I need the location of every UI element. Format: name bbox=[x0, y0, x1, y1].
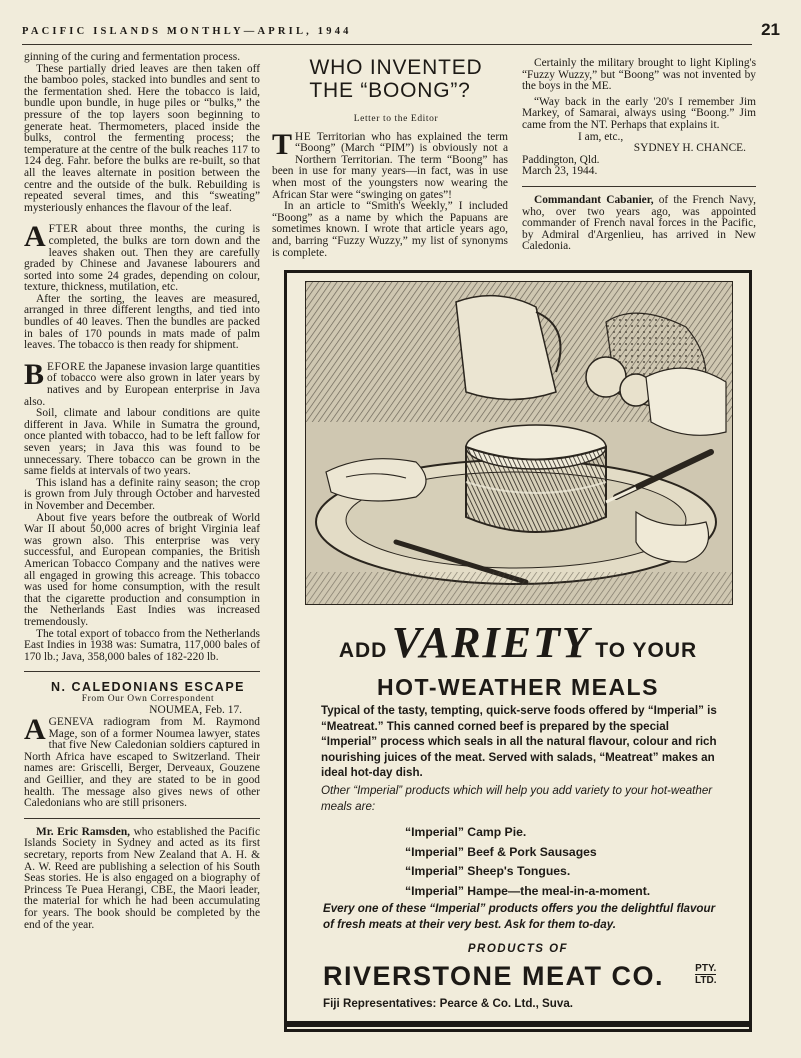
paragraph-text: Territorian who has explained the term “Boong” (March “PIM”) is obviously not a Northern Territorian. The term “Boong” has been in use for many years—in fact, was in use when most of the youngsters now wearing the African Star were “swinging on gates”! bbox=[272, 130, 508, 201]
ad-company-name: RIVERSTONE MEAT CO. bbox=[323, 961, 665, 991]
letter-paragraph: In an article to “Smith's Weekly,” I included “Boong” as a name by which the Papuans are sometimes known. I wrote that article years ago, and, barring “Fuzzy Wuzzy,” my list of synonyms is complete. bbox=[272, 200, 508, 259]
drop-cap: B bbox=[24, 357, 45, 391]
letter-title: WHO INVENTED THE “BOONG”? bbox=[309, 56, 483, 102]
paragraph-text: of the French Navy, who, over two years ago, was appointed commander of French naval forces in the Pacific, by Admiral d'Argenlieu, has arrived in New Caledonia. bbox=[522, 193, 756, 253]
pty-label: PTY. bbox=[695, 963, 717, 974]
letter-subtitle: Letter to the Editor bbox=[353, 114, 439, 124]
illustration-graphic bbox=[306, 282, 732, 604]
letter-place: Paddington, Qld. bbox=[522, 153, 600, 166]
tobacco-paragraph: About five years before the outbreak of World War II about 50,000 acres of bright Virginia leaf was grown also. This enterprise was very successful, and European companies, the British American Tobacco Company and the natives were all engaged in growing this acreage. This tobacco was used for home consumption, with the result that the cigarette production and consumption in the Netherlands East Indies was increased tremendously. bbox=[24, 511, 260, 628]
ad-body-other: Other “Imperial” products which will help you add variety to your hot-weather meals are: bbox=[321, 784, 713, 813]
meat-dish-illustration bbox=[305, 281, 733, 605]
running-title: PACIFIC ISLANDS MONTHLY—APRIL, 1944 bbox=[22, 26, 352, 37]
paragraph-text: who established the Pacific Islands Society in Sydney and acted as its first secretary, reports from New Zealand that A. H. & A. W. Reed are publishing a selection of his South Seas stories. He is also engaged on a biography of Princess Te Puea Herangi, CBE, the Maori leader, the material for which he had been accumulating for years. The book should be completed by the end of the year. bbox=[24, 825, 260, 931]
ad-product-list bbox=[405, 823, 650, 901]
tobacco-paragraph bbox=[24, 357, 260, 408]
headline-to-your: TO YOUR bbox=[595, 639, 698, 662]
section-divider bbox=[24, 818, 260, 819]
tobacco-paragraph bbox=[24, 220, 260, 294]
product-item: “Imperial” Camp Pie. bbox=[405, 825, 527, 839]
tobacco-paragraph: Soil, climate and labour conditions are quite different in Java. While in Sumatra the ground, once planted with tobacco, had to be left fallow for seven years; in Java this was found to be unnecessary. There tobacco can be grown in the same fields at intervals of two years. bbox=[24, 407, 260, 478]
left-column bbox=[24, 52, 260, 931]
product-item: “Imperial” Sheep's Tongues. bbox=[405, 864, 571, 878]
headline-hot-weather-meals: HOT-WEATHER MEALS bbox=[377, 674, 659, 700]
letter-closing: I am, etc., bbox=[578, 130, 624, 143]
letter-paragraph: “Way back in the early '20's I remember Jim Markey, of Samarai, always using “Boong.” Jim came from the NT. Perhaps that explains it. bbox=[522, 95, 756, 131]
section-divider bbox=[24, 671, 260, 672]
ad-headline bbox=[287, 617, 749, 701]
drop-cap: A bbox=[24, 220, 46, 254]
ad-body-intro: Typical of the tasty, tempting, quick-serve foods offered by “Imperial” is “Meatreat.” This canned corned beef is prepared by the special “Imperial” process which seals in all the natural flavour, colour and rich nourishing juices of the meat. Served with salads, “Meatreat” makes an ideal hot-day dish. bbox=[321, 704, 717, 779]
letter-paragraph: Certainly the military brought to light Kipling's “Fuzzy Wuzzy,” but “Boong” was not invented by the boys in the ME. bbox=[522, 57, 756, 93]
bold-name: Mr. Eric Ramsden, bbox=[36, 825, 131, 838]
bold-name: Commandant Cabanier, bbox=[534, 193, 654, 206]
small-caps-lead: EFORE bbox=[47, 360, 86, 373]
right-column bbox=[522, 58, 756, 253]
ad-pty-ltd bbox=[695, 963, 716, 986]
ltd-label: LTD. bbox=[695, 975, 717, 986]
ad-products-of: PRODUCTS OF bbox=[467, 943, 569, 955]
escape-paragraph bbox=[24, 713, 260, 810]
tobacco-paragraph: This island has a definite rainy season; the crop is grown from July through October and harvested in November and December. bbox=[24, 476, 260, 512]
running-header bbox=[22, 20, 780, 45]
page-number: 21 bbox=[761, 20, 780, 39]
cabanier-paragraph bbox=[522, 195, 756, 253]
section-divider bbox=[522, 186, 756, 187]
tobacco-paragraph: The total export of tobacco from the Netherlands East Indies in 1938 was: Sumatra, 117,000 bales of 170 lb.; Java, 358,000 bales of 182-220 lb. bbox=[24, 627, 260, 663]
letter-date: March 23, 1944. bbox=[522, 165, 598, 178]
section-title: N. CALEDONIANS ESCAPE bbox=[50, 680, 246, 695]
ramsden-paragraph bbox=[24, 827, 260, 931]
paragraph-text: the Japanese invasion large quantities of tobacco were also grown in later years by natives and by European enterprise in Java also. bbox=[24, 360, 260, 408]
small-caps-lead: FTER bbox=[48, 223, 79, 236]
headline-add: ADD bbox=[338, 639, 388, 662]
drop-cap: A bbox=[24, 713, 46, 747]
middle-column bbox=[272, 56, 508, 259]
letter-signature: SYDNEY H. CHANCE. bbox=[633, 142, 746, 155]
drop-cap: T bbox=[272, 127, 293, 161]
product-item: “Imperial” Hampe—the meal-in-a-moment. bbox=[405, 883, 651, 898]
product-item: “Imperial” Beef & Pork Sausages bbox=[405, 844, 597, 859]
headline-variety: VARIETY bbox=[391, 618, 591, 667]
letter-paragraph bbox=[272, 127, 508, 202]
tobacco-paragraph: After the sorting, the leaves are measured, arranged in three different lengths, and tied into bundles of 40 leaves. Then the bundles are packed in bales of 170 pounds in mats made of palm leaves. The tobacco is then ready for shipment. bbox=[24, 292, 260, 352]
advertisement bbox=[284, 270, 752, 1032]
tobacco-paragraph: These partially dried leaves are then taken off the bamboo poles, stacked into bundles and sent to the fermentation shed. Here the tobacco is laid, bundle upon bundle, in huge piles or “bulks,” the pressure of the top layers soon beginning to generate heat. Thermometers, placed inside the bulks, control the fermenting process; the temperature at the centre of the bulk reaches 117 to 124 deg. Fahr. before the bulks are re-built, so that all the leaves alternate in position between the centre and the outside of the bulk. Rebuilding is repeated several times, and this “sweating” mysteriously enhances the flavour of the leaf. bbox=[24, 62, 260, 214]
ad-body-close: Every one of these “Imperial” products offers you the delightful flavour of fresh meats at their very best. Ask for them to-day. bbox=[323, 902, 716, 931]
small-caps-lead: HE bbox=[295, 130, 312, 143]
ad-bottom-rule bbox=[287, 1021, 749, 1027]
ad-fiji-representatives: Fiji Representatives: Pearce & Co. Ltd., Suva. bbox=[323, 997, 573, 1010]
paragraph-text: GENEVA radiogram from M. Raymond Mage, son of a former Noumea lawyer, states that five New Caledonian soldiers captured in North Africa have escaped to Switzerland. Their names are: Griscelli, Berger, Derveaux, Gouzene and Geillier, and they are stated to be in good health. The message also gives news of other Caledonians who are still prisoners. bbox=[24, 716, 260, 810]
dateline: NOUMEA, Feb. 17. bbox=[149, 704, 242, 717]
tobacco-paragraph: ginning of the curing and fermentation process. bbox=[24, 51, 241, 63]
paragraph-text: about three months, the curing is completed, the bulks are torn down and the leaves shaken out. Then they are carefully graded by Chinese and Javanese labourers and sorted into some 24 grades, depending on colour, texture, thickness, mutilation, etc. bbox=[24, 223, 260, 294]
byline: From Our Own Correspondent bbox=[81, 693, 215, 704]
